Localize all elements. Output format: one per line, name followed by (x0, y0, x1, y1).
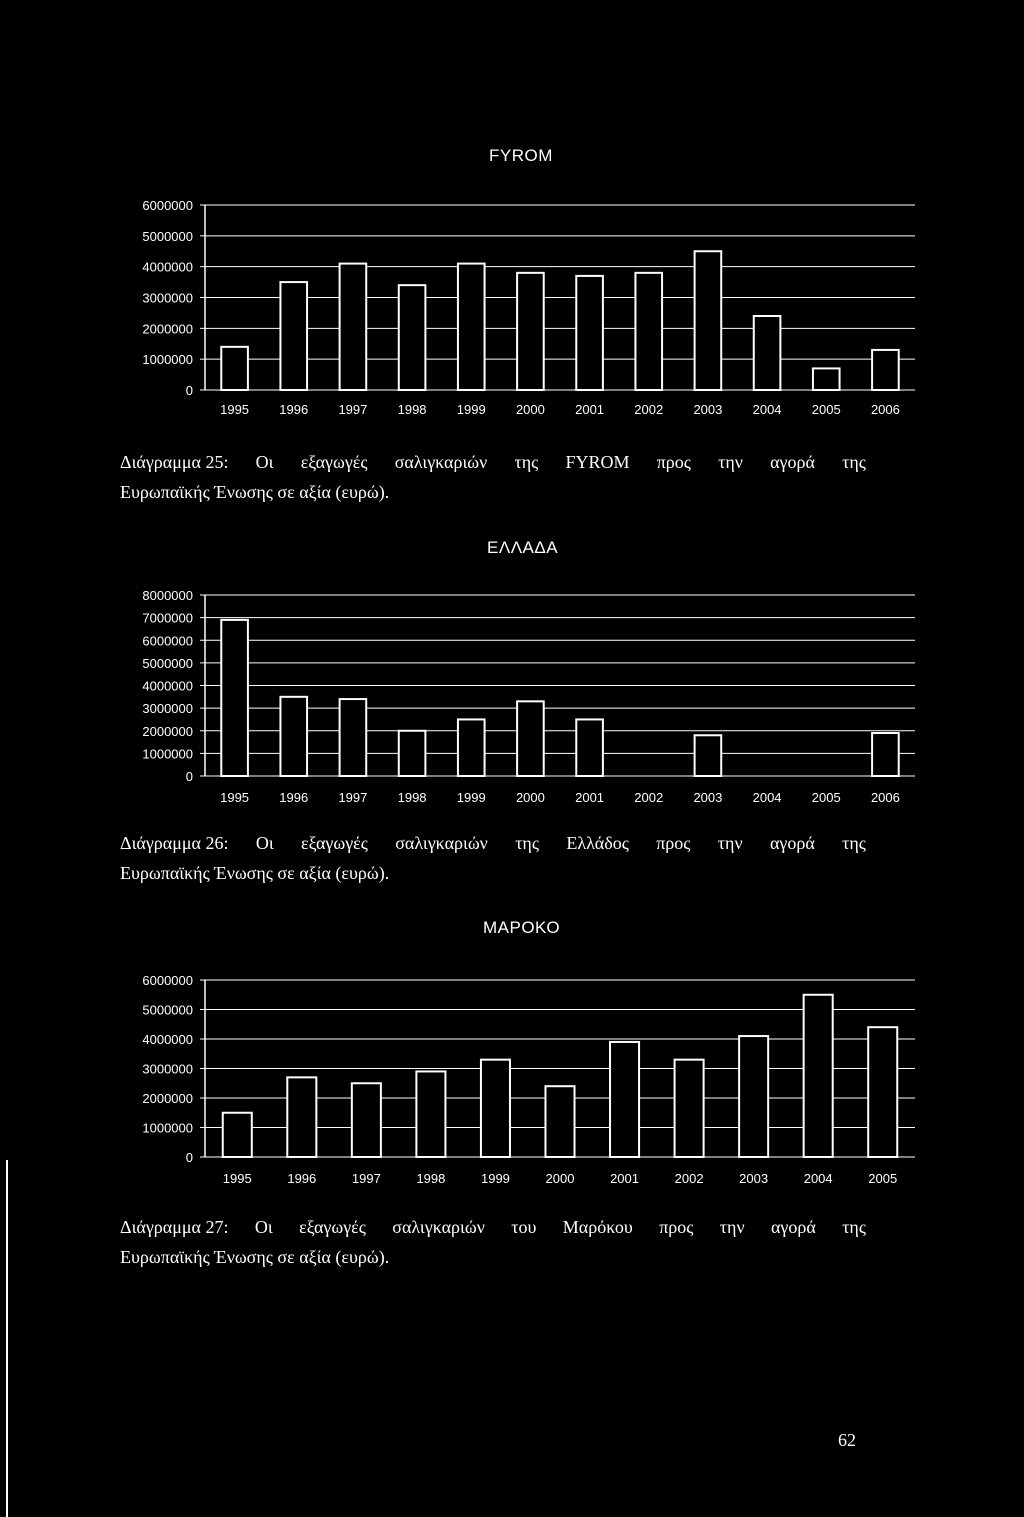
bar (804, 995, 833, 1157)
bar (221, 620, 248, 776)
x-tick-label: 2005 (811, 790, 841, 805)
caption-word: σαλιγκαριών (392, 1217, 485, 1237)
caption-line1 (120, 1212, 866, 1242)
caption-word: σαλιγκαριών (395, 833, 488, 853)
x-tick-label: 1997 (338, 402, 368, 417)
caption-line1 (120, 447, 866, 477)
x-tick-label: 2004 (803, 1171, 833, 1186)
caption-word: Οι (255, 452, 274, 472)
chart-title: ΜΑΡΟΚΟ (483, 918, 561, 937)
bar (872, 350, 899, 390)
caption-line2: Ευρωπαϊκής Ένωσης σε αξία (ευρώ). (120, 482, 390, 502)
caption-word: Οι (255, 833, 274, 853)
y-tick-label: 4000000 (142, 259, 193, 275)
y-tick-label: 6000000 (142, 198, 193, 213)
caption-word: της (842, 833, 866, 853)
caption-word: της (514, 452, 539, 472)
bar (517, 273, 544, 390)
caption-word: εξαγωγές (300, 452, 368, 472)
y-tick-label: 5000000 (142, 228, 193, 244)
caption-word: εξαγωγές (299, 1217, 366, 1237)
figure-caption (120, 447, 866, 507)
y-tick-label: 6000000 (142, 973, 193, 988)
bar (458, 719, 485, 776)
x-tick-label: 2006 (870, 790, 900, 805)
x-tick-label: 2003 (739, 1171, 769, 1186)
caption-word: FYROM (565, 452, 630, 472)
bar (481, 1060, 510, 1157)
y-tick-label: 2000000 (142, 321, 193, 337)
bar (695, 735, 722, 776)
bar (223, 1113, 252, 1157)
x-tick-label: 1996 (287, 1171, 317, 1186)
caption-word: Διάγραμμα 27: (120, 1217, 229, 1237)
bar (868, 1027, 897, 1157)
morocco-bar-chart (0, 945, 1024, 1195)
x-tick-label: 1995 (222, 1171, 252, 1186)
x-tick-label: 2004 (752, 402, 782, 417)
figure-caption (120, 828, 866, 888)
x-tick-label: 2001 (575, 402, 605, 417)
caption-word: προς (656, 833, 691, 853)
bar (872, 733, 899, 776)
caption-word: αγορά (770, 1217, 816, 1237)
x-tick-label: 1997 (351, 1171, 381, 1186)
bar (221, 347, 248, 390)
x-tick-label: 2003 (693, 402, 723, 417)
y-tick-label: 0 (185, 769, 193, 784)
x-tick-label: 2005 (811, 402, 841, 417)
fyrom-bar-chart (0, 190, 1024, 430)
y-tick-label: 5000000 (142, 1002, 193, 1018)
bar (340, 264, 367, 390)
caption-word: Διάγραμμα 25: (120, 452, 229, 472)
caption-line2: Ευρωπαϊκής Ένωσης σε αξία (ευρώ). (120, 863, 390, 883)
x-tick-label: 1999 (456, 402, 486, 417)
caption-word: σαλιγκαριών (394, 452, 488, 472)
caption-word: Διάγραμμα 26: (120, 833, 229, 853)
chart-title: FYROM (489, 146, 553, 165)
x-tick-label: 1995 (220, 402, 250, 417)
caption-line2: Ευρωπαϊκής Ένωσης σε αξία (ευρώ). (120, 1247, 390, 1267)
caption-word: Οι (254, 1217, 273, 1237)
x-tick-label: 1997 (338, 790, 368, 805)
caption-word: αγορά (770, 452, 815, 472)
y-tick-label: 2000000 (142, 1091, 193, 1106)
y-tick-label: 5000000 (142, 655, 193, 671)
caption-word: αγορά (769, 833, 815, 853)
x-tick-label: 2004 (752, 790, 782, 805)
x-tick-label: 2005 (868, 1171, 898, 1186)
y-tick-label: 3000000 (142, 701, 193, 717)
x-tick-label: 1998 (397, 402, 427, 417)
x-tick-label: 1998 (397, 790, 427, 805)
figure-caption (120, 1212, 866, 1272)
bar (517, 701, 544, 776)
bar (416, 1071, 445, 1157)
x-tick-label: 1996 (279, 402, 309, 417)
bar (545, 1086, 574, 1157)
caption-word: την (718, 452, 743, 472)
greece-bar-chart (0, 580, 1024, 820)
caption-word: Μαρόκου (562, 1217, 633, 1237)
y-tick-label: 1000000 (142, 352, 193, 368)
y-tick-label: 4000000 (142, 678, 193, 694)
x-tick-label: 2000 (515, 402, 545, 417)
x-tick-label: 2000 (545, 1171, 575, 1186)
bar (340, 699, 367, 776)
x-tick-label: 2002 (634, 402, 664, 417)
caption-word: του (511, 1217, 537, 1237)
caption-word: την (719, 1217, 745, 1237)
bar (576, 276, 603, 390)
x-tick-label: 2002 (634, 790, 664, 805)
scan-edge-line (6, 1160, 8, 1517)
x-tick-label: 1996 (279, 790, 309, 805)
x-tick-label: 1999 (456, 790, 486, 805)
bar (576, 719, 603, 776)
x-tick-label: 1999 (480, 1171, 510, 1186)
y-tick-label: 0 (185, 383, 193, 398)
bar (399, 731, 426, 776)
y-tick-label: 3000000 (142, 290, 193, 306)
bar (695, 251, 722, 390)
x-tick-label: 2003 (693, 790, 723, 805)
y-tick-label: 4000000 (142, 1032, 193, 1047)
bar (280, 282, 307, 390)
page-number: 62 (838, 1430, 856, 1450)
caption-word: προς (659, 1217, 694, 1237)
caption-line1 (120, 828, 866, 858)
x-tick-label: 2006 (870, 402, 900, 417)
x-tick-label: 2002 (674, 1171, 704, 1186)
y-tick-label: 1000000 (142, 1120, 193, 1136)
y-tick-label: 6000000 (142, 633, 193, 649)
y-tick-label: 2000000 (142, 723, 193, 739)
bar (610, 1042, 639, 1157)
bar (399, 285, 426, 390)
chart-title: ΕΛΛΑΔΑ (487, 538, 559, 557)
y-tick-label: 3000000 (142, 1061, 193, 1077)
bar (754, 316, 781, 390)
caption-word: της (842, 452, 866, 472)
caption-word: την (717, 833, 743, 853)
bar (635, 273, 662, 390)
caption-word: της (515, 833, 539, 853)
y-tick-label: 0 (185, 1150, 193, 1165)
caption-word: Ελλάδος (566, 833, 629, 853)
y-tick-label: 1000000 (142, 746, 193, 762)
y-tick-label: 8000000 (142, 588, 193, 603)
caption-word: της (842, 1217, 866, 1237)
x-tick-label: 1998 (416, 1171, 446, 1186)
caption-word: προς (656, 452, 691, 472)
bar (280, 697, 307, 776)
x-tick-label: 2001 (575, 790, 605, 805)
bar (675, 1060, 704, 1157)
bar (458, 264, 485, 390)
caption-word: εξαγωγές (301, 833, 368, 853)
x-tick-label: 2001 (610, 1171, 640, 1186)
bar (813, 368, 840, 390)
x-tick-label: 2000 (515, 790, 545, 805)
bar (739, 1036, 768, 1157)
x-tick-label: 1995 (220, 790, 250, 805)
y-tick-label: 7000000 (142, 610, 193, 626)
bar (352, 1083, 381, 1157)
bar (287, 1077, 316, 1157)
